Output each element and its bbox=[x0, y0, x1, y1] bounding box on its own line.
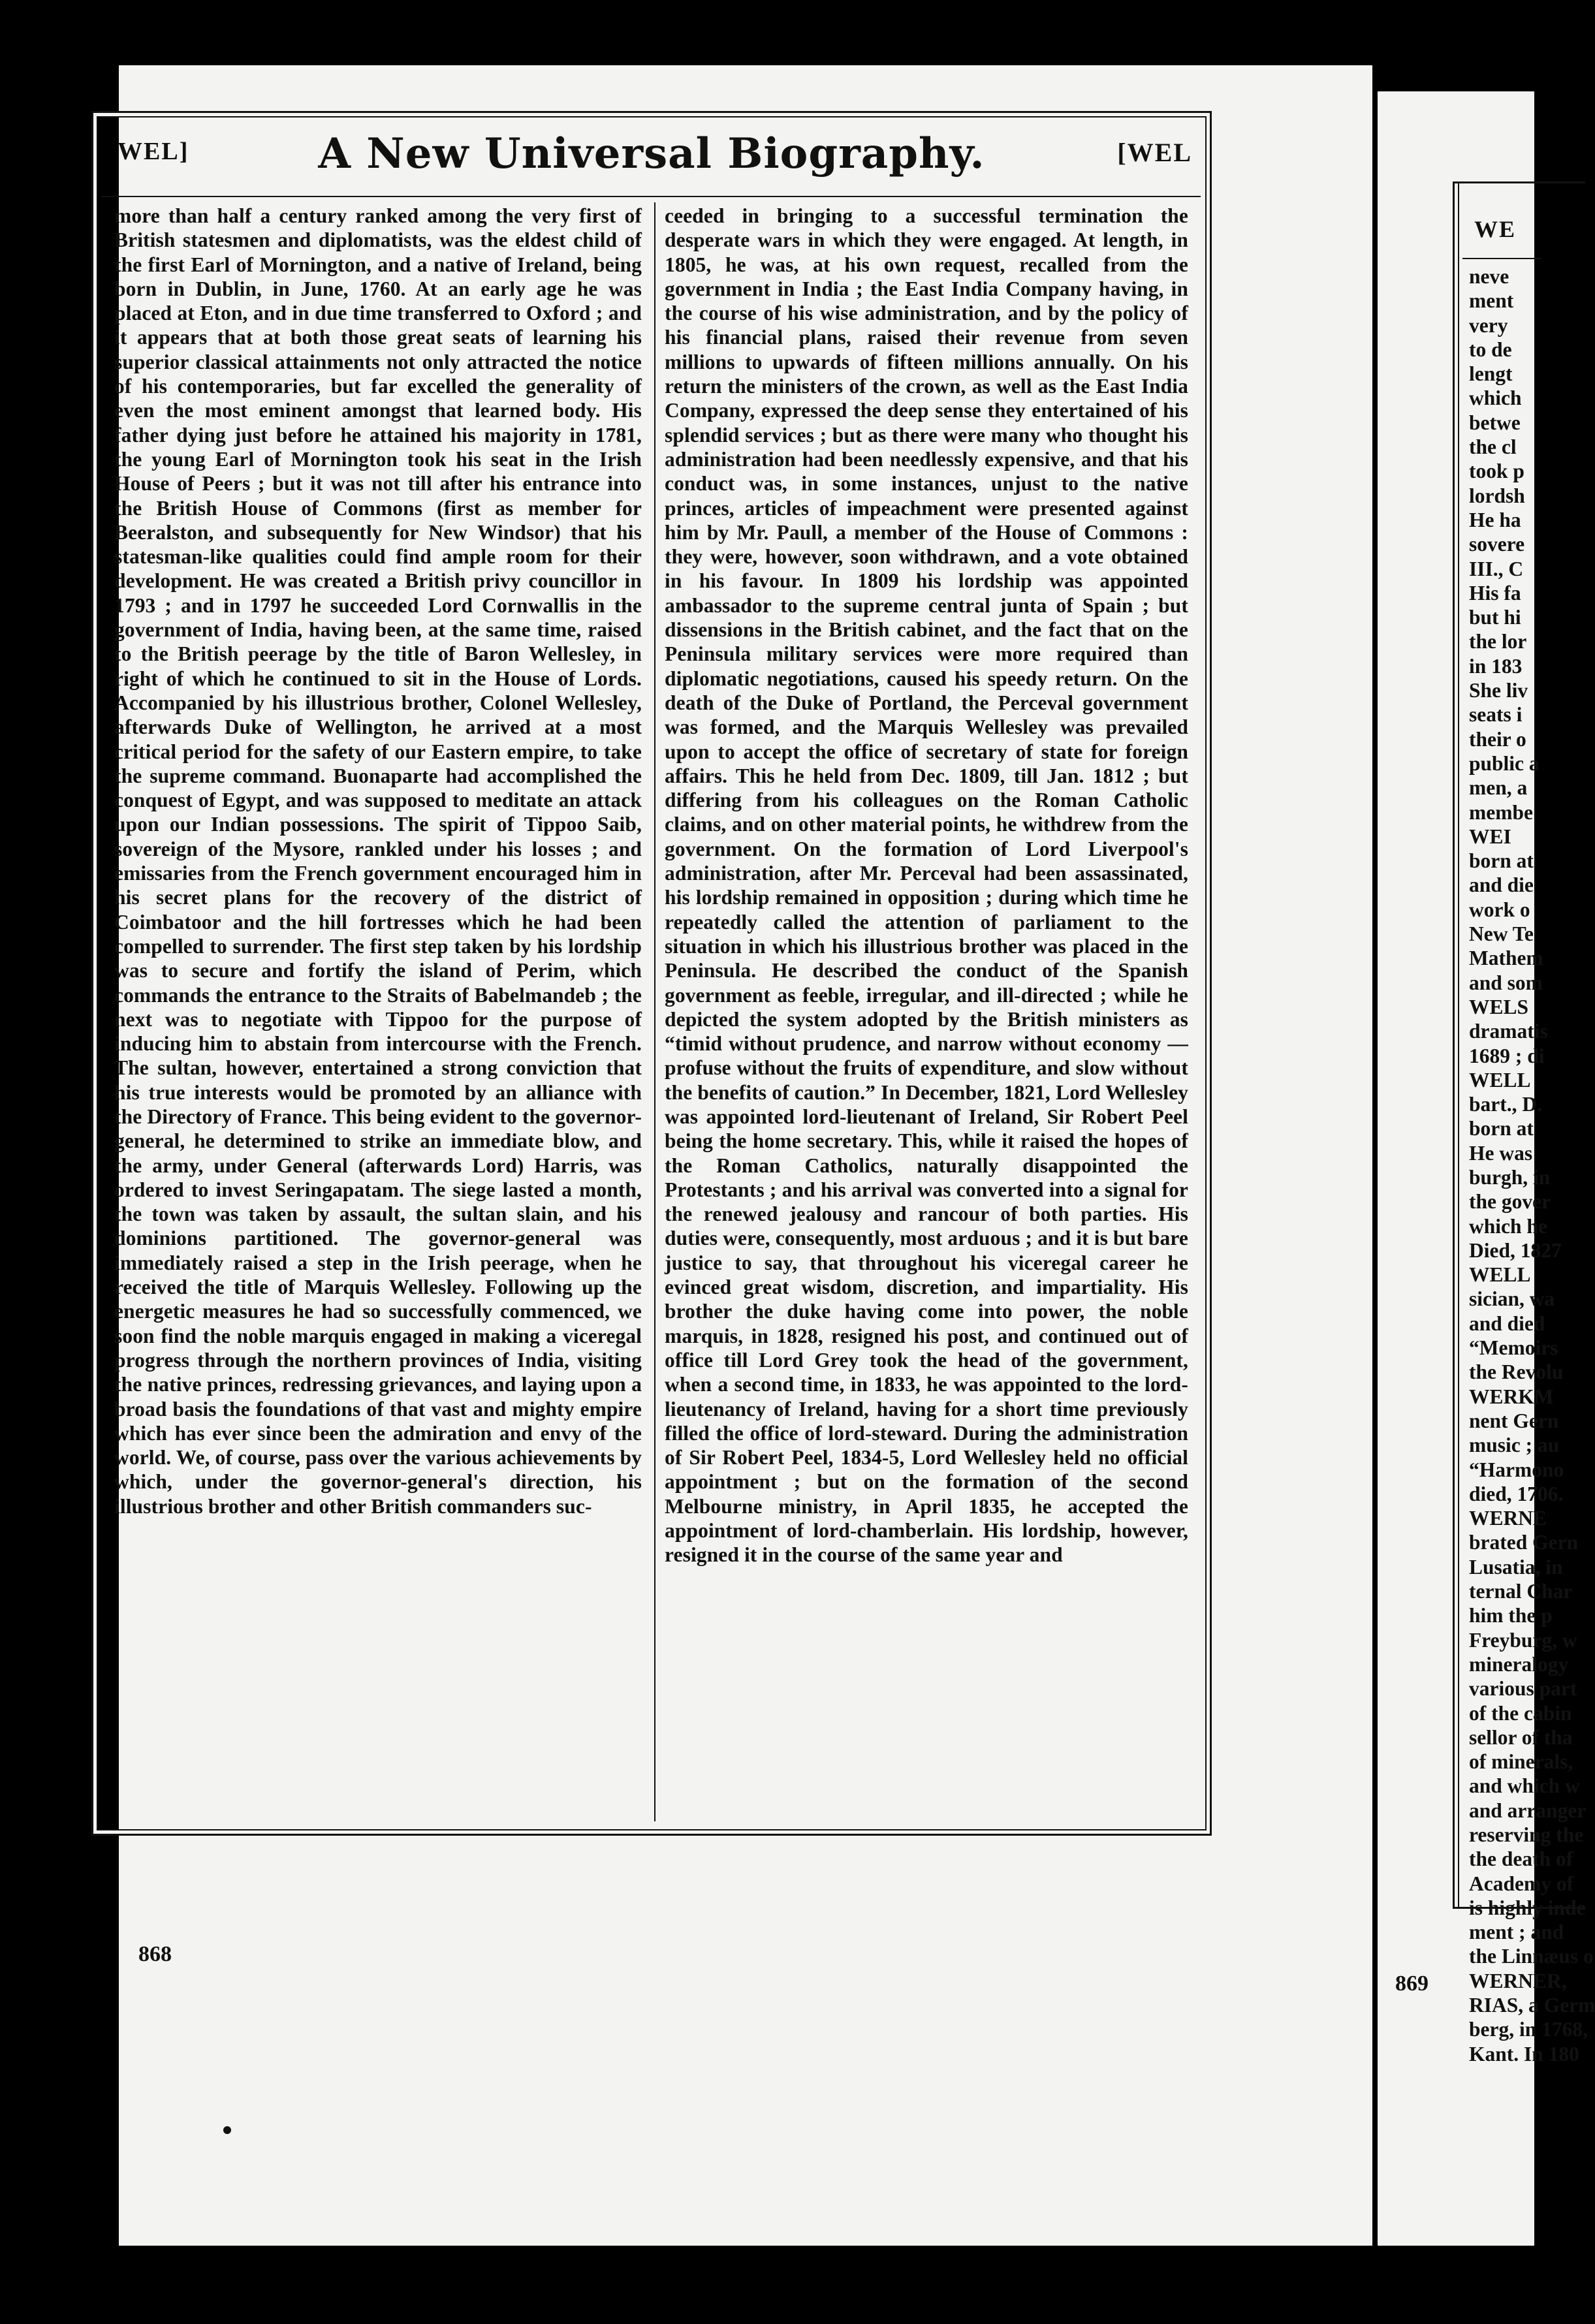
next-page-line: membe bbox=[1469, 800, 1533, 824]
page-number: 868 bbox=[138, 1942, 172, 1966]
next-page-line: WELL bbox=[1469, 1263, 1531, 1287]
next-page-line: to de bbox=[1469, 338, 1512, 361]
next-page-line: “Memoirs bbox=[1469, 1336, 1558, 1360]
next-page-line: New Te bbox=[1469, 922, 1534, 946]
next-page-line: Freyburg, w bbox=[1469, 1628, 1577, 1652]
next-page-line: the gover bbox=[1469, 1190, 1551, 1214]
next-page-line: him the p bbox=[1469, 1604, 1553, 1627]
next-page-line: Lusatia, in bbox=[1469, 1555, 1563, 1578]
next-page-line: and died bbox=[1469, 1311, 1545, 1335]
next-page-line: “Harmono bbox=[1469, 1458, 1564, 1481]
next-page-line: dramatis bbox=[1469, 1020, 1548, 1043]
next-page-line: berg, in 1768, bbox=[1469, 2018, 1588, 2041]
next-page-line: ternal Char bbox=[1469, 1580, 1573, 1603]
header-title: A New Universal Biography. bbox=[318, 129, 985, 178]
next-page-line: the Revolu bbox=[1469, 1360, 1564, 1384]
next-page-line: various part bbox=[1469, 1677, 1577, 1701]
text-column-left: more than half a century ranked among the very first of British statesmen and diplomatists, was the eldest child of the first Earl of Mornington, and a native of Ireland, being born in Dublin, in June, 1760. At an early age he was placed at Eton, and in due time transferred to Oxford ; and it appears that at both those great seats of learning his superior classical attainments not only attracted the notice of his contemporaries, but far excelled the generality of even the most eminent amongst that learned body. His father dying just before he attained his majority in 1781, the young Earl of Mornington took his seat in the Irish House of Peers ; but it was not till after his entrance into the British House of Commons (first as member for Beeralston, and subsequently for New Windsor) that his statesman-like qualities could find ample room for their development. He was created a British privy councillor in 1793 ; and in 1797 he succeeded Lord Cornwallis in the government of India, having been, at the same time, raised to the British peerage by the title of Baron Wellesley, in right of which he continued to sit in the House of Lords. Accompanied by his illustrious brother, Colonel Wellesley, afterwards Duke of Wellington, he arrived at a most critical period for the safety of our Eastern empire, to take the supreme command. Buonaparte had accomplished the conquest of Egypt, and was supposed to meditate an attack upon our Indian possessions. The spirit of Tippoo Saib, sovereign of the Mysore, rankled under his losses ; and emissaries from the French government encouraged him in his secret plans for the recovery of the district of Coimbatoor and the hill fortresses which he had been compelled to surrender. The first step taken by his lordship was to secure and fortify the island of Perim, which commands the entrance to the Straits of Babelmandeb ; the next was to negotiate with Tippoo for the purpose of inducing him to abstain from intercourse with the French. The sultan, however, entertained a strong conviction that his true interests would be promoted by an alliance with the Directory of France. This being evident to the governor-general, he determined to strike an immediate blow, and the army, under General (afterwards Lord) Harris, was ordered to invest Seringapatam. The siege lasted a month, the town was taken by assault, the sultan slain, and his dominions partitioned. The governor-general was immediately raised a step in the Irish peerage, when he received the title of Marquis Wellesley. Following up the energetic measures he had so successfully commenced, we soon find the noble marquis engaged in making a viceregal progress through the northern provinces of India, visiting the native princes, redressing grievances, and laying upon a broad basis the foundations of that vast and mighty empire which has ever since been the admiration and envy of the world. We, of course, pass over the various achievements by which, under the governor-general's direction, his illustrious brother and other British commanders suc- bbox=[114, 204, 642, 1518]
next-page-line: sovere bbox=[1469, 533, 1525, 556]
next-page-line: men, a bbox=[1469, 776, 1528, 800]
next-page-line: bart., D. bbox=[1469, 1093, 1542, 1116]
header-right: [WEL bbox=[1117, 138, 1192, 167]
next-page-line: betwe bbox=[1469, 411, 1521, 434]
next-page-line: WELL bbox=[1469, 1068, 1531, 1091]
next-page-line: burgh, in bbox=[1469, 1165, 1551, 1189]
next-page-line: Kant. In 180 bbox=[1469, 2042, 1579, 2065]
next-page-line: music ; au bbox=[1469, 1434, 1560, 1457]
next-page-line: 1689 ; di bbox=[1469, 1044, 1545, 1067]
next-page-line: WERNER, bbox=[1469, 1969, 1567, 1992]
next-page-header: WE bbox=[1474, 216, 1517, 242]
next-page-line: Mathem bbox=[1469, 947, 1543, 970]
header-left: WEL] bbox=[118, 138, 189, 165]
next-page-line: in 183 bbox=[1469, 654, 1523, 678]
next-page-line: born at bbox=[1469, 849, 1534, 873]
next-page-line: is highly inde bbox=[1469, 1896, 1586, 1919]
next-page-line: lengt bbox=[1469, 362, 1513, 386]
next-page-line: ment bbox=[1469, 289, 1514, 313]
next-page-line: of the cabin bbox=[1469, 1701, 1572, 1725]
next-page-line: took p bbox=[1469, 460, 1524, 483]
next-page-line: work o bbox=[1469, 898, 1530, 921]
next-page-line: reserving the bbox=[1469, 1823, 1584, 1846]
next-page-line: which he bbox=[1469, 1214, 1547, 1238]
next-page-line: brated Gern bbox=[1469, 1531, 1579, 1554]
next-page-column bbox=[1469, 264, 1595, 2066]
next-page-line: lordsh bbox=[1469, 484, 1525, 507]
next-page-line: sician, wa bbox=[1469, 1287, 1555, 1311]
text-column-right: ceeded in bringing to a successful termination the desperate wars in which they were engaged. At length, in 1805, he was, at his own request, recalled from the government in India ; the East India Company having, in the course of his wise administration, and by the policy of his financial plans, raised their revenue from seven millions to upwards of fifteen millions annually. On his return the ministers of the crown, as well as the East India Company, expressed the deep sense they entertained of his splendid services ; but as there were many who thought his administration had been needlessly expensive, and that his conduct was, in some instances, unjust to the native princes, articles of impeachment were presented against him by Mr. Paull, a member of the House of Commons : they were, however, soon withdrawn, and a vote obtained in his favour. In 1809 his lordship was appointed ambassador to the supreme central junta of Spain ; but dissensions in the British cabinet, and the fact that on the Peninsula military services were more required than diplomatic negotiations, caused his speedy return. On the death of the Duke of Portland, the Perceval government was formed, and the Marquis Wellesley was prevailed upon to accept the office of secretary of state for foreign affairs. This he held from Dec. 1809, till Jan. 1812 ; but differing from his colleagues on the Roman Catholic claims, and on other material points, he withdrew from the government. On the formation of Lord Liverpool's administration, after Mr. Perceval had been assassinated, his lordship remained in opposition ; during which time he repeatedly called the attention of parliament to the situation in which his illustrious brother was placed in the Peninsula. He described the conduct of the Spanish government as feeble, irregular, and ill-directed ; while he depicted the system adopted by the British ministers as “timid without prudence, and narrow without economy — profuse without the fruits of expenditure, and slow without the benefits of caution.” In December, 1821, Lord Wellesley was appointed lord-lieutenant of Ireland, Sir Robert Peel being the home secretary. This, while it raised the hopes of the Roman Catholics, naturally disappointed the Protestants ; and his arrival was converted into a signal for the renewed jealousy and rancour of both parties. His duties were, consequently, most arduous ; and it is but bare justice to say, that throughout his viceregal career he evinced great wisdom, discretion, and impartiality. His brother the duke having come into power, the noble marquis, in 1828, resigned his post, and continued out of office till Lord Grey took the head of the government, when a second time, in 1833, he was appointed to the lord-lieutenancy of Ireland, having for a short time previously filled the office of lord-steward. During the administration of Sir Robert Peel, 1834-5, Lord Wellesley held no official appointment ; but on the formation of the second Melbourne ministry, in April 1835, he accepted the appointment of lord-chamberlain. His lordship, however, resigned it in the course of the same year and bbox=[665, 204, 1188, 1567]
next-page-line: nent Gern bbox=[1469, 1409, 1559, 1432]
next-page-line: died, 1706. bbox=[1469, 1482, 1564, 1505]
next-page-line: and arranger bbox=[1469, 1798, 1587, 1822]
next-page-line: sellor of tha bbox=[1469, 1725, 1573, 1749]
next-page-line: the lor bbox=[1469, 630, 1527, 653]
column-divider bbox=[654, 202, 655, 1821]
next-page-line: and som bbox=[1469, 971, 1543, 994]
next-page-line: the Linnæus o bbox=[1469, 1945, 1594, 1968]
next-page-line: public a bbox=[1469, 751, 1540, 775]
next-page-line: their o bbox=[1469, 727, 1526, 751]
next-page-line: the cl bbox=[1469, 435, 1517, 459]
ink-speck bbox=[223, 2126, 231, 2134]
next-page-line: RIAS, a Germ bbox=[1469, 1994, 1595, 2017]
next-page-line: the death of bbox=[1469, 1847, 1573, 1871]
running-header bbox=[91, 111, 1212, 181]
next-page-line: of minerals, bbox=[1469, 1750, 1573, 1774]
next-page-line: mineralogy bbox=[1469, 1652, 1569, 1676]
next-page-line: Academy of bbox=[1469, 1872, 1574, 1895]
next-page-line: seats i bbox=[1469, 703, 1523, 727]
next-page-line: WERNE bbox=[1469, 1507, 1547, 1530]
next-page-line: Died, 1827 bbox=[1469, 1238, 1562, 1262]
next-page-line: He was bbox=[1469, 1141, 1533, 1165]
next-page-line: ment ; and bbox=[1469, 1921, 1564, 1944]
next-page-line: and which w bbox=[1469, 1774, 1580, 1798]
next-page-line: born at bbox=[1469, 1117, 1534, 1140]
next-page-line: She liv bbox=[1469, 679, 1528, 702]
next-page-line: WELS bbox=[1469, 995, 1529, 1018]
header-rule bbox=[101, 196, 1201, 197]
next-page-line: III., C bbox=[1469, 557, 1524, 580]
next-page-line: His fa bbox=[1469, 581, 1521, 605]
next-page-number: 869 bbox=[1395, 1971, 1429, 1996]
next-page-header-rule bbox=[1462, 258, 1541, 259]
next-page-line: very bbox=[1469, 313, 1508, 337]
next-page-line: neve bbox=[1469, 265, 1509, 288]
next-page-line: which bbox=[1469, 386, 1522, 410]
next-page-line: but hi bbox=[1469, 606, 1521, 629]
next-page-line: He ha bbox=[1469, 508, 1521, 531]
next-page-line: and die bbox=[1469, 873, 1534, 897]
next-page-line: WERKM bbox=[1469, 1385, 1554, 1408]
next-page-line: WEI bbox=[1469, 824, 1511, 848]
